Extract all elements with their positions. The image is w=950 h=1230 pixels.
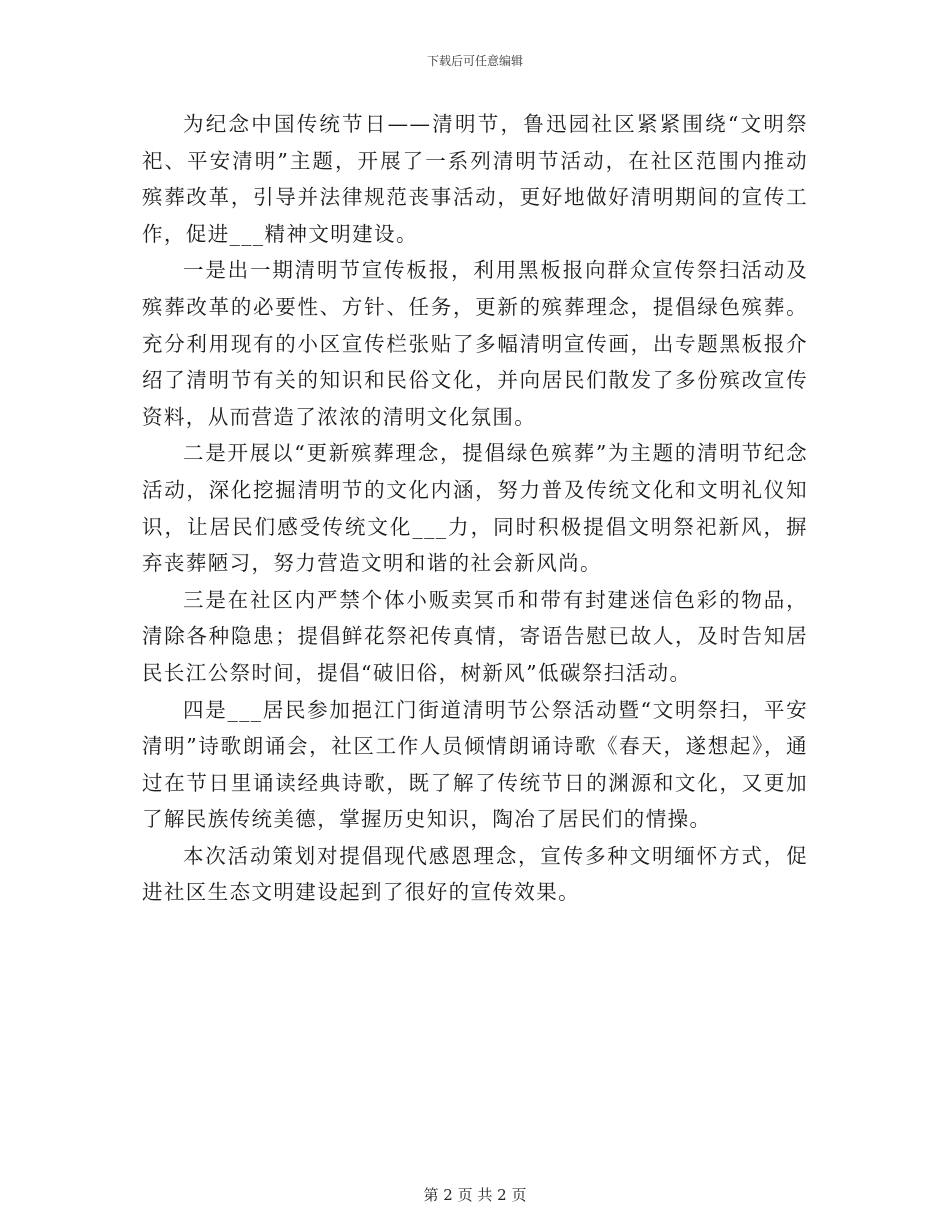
paragraph-item-4: 四是___居民参加挹江门街道清明节公祭活动暨“文明祭扫，平安清明”诗歌朗诵会，社区工作人员倾情朗诵诗歌《春天，遂想起》，通过在节日里诵读经典诗歌，既了解了传统节日的渊源和文化，又更加了解民族传统美德，掌握历史知识，陶冶了居民们的情操。 <box>142 697 808 832</box>
page-header-note: 下载后可任意编辑 <box>426 54 523 68</box>
paragraph-item-3: 三是在社区内严禁个体小贩卖冥币和带有封建迷信色彩的物品，清除各种隐患；提倡鲜花祭祀传真情，寄语告慰已故人，及时告知居民长江公祭时间，提倡“破旧俗，树新风”低碳祭扫活动。 <box>142 587 808 685</box>
page-number-footer: 第 2 页 共 2 页 <box>423 1186 527 1204</box>
paragraph-item-1: 一是出一期清明节宣传板报，利用黑板报向群众宣传祭扫活动及殡葬改革的必要性、方针、任务，更新的殡葬理念，提倡绿色殡葬。充分利用现有的小区宣传栏张贴了多幅清明宣传画，出专题黑板报介绍了清明节有关的知识和民俗文化，并向居民们散发了多份殡改宣传资料，从而营造了浓浓的清明文化氛围。 <box>142 258 808 429</box>
paragraph-item-2: 二是开展以“更新殡葬理念，提倡绿色殡葬”为主题的清明节纪念活动，深化挖掘清明节的文化内涵，努力普及传统文化和文明礼仪知识，让居民们感受传统文化___力，同时积极提倡文明祭祀新风，摒弃丧葬陋习，努力营造文明和谐的社会新风尚。 <box>142 441 808 576</box>
document-body <box>142 106 808 911</box>
paragraph-intro: 为纪念中国传统节日——清明节，鲁迅园社区紧紧围绕“文明祭祀、平安清明”主题，开展了一系列清明节活动，在社区范围内推动殡葬改革，引导并法律规范丧事活动，更好地做好清明期间的宣传工作，促进___精神文明建设。 <box>142 112 808 246</box>
paragraph-conclusion: 本次活动策划对提倡现代感恩理念，宣传多种文明缅怀方式，促进社区生态文明建设起到了很好的宣传效果。 <box>142 843 808 905</box>
